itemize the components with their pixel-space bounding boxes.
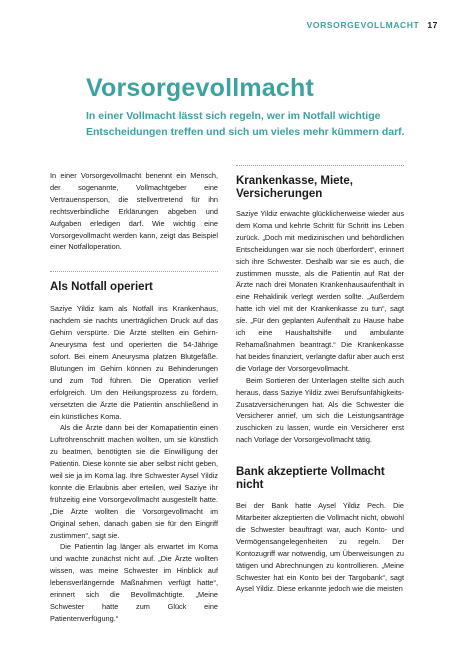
running-head (307, 20, 438, 30)
section-divider (236, 165, 404, 166)
body-paragraph: Als die Ärzte dann bei der Komapatientin einen Luftröhrenschnitt machen wollten, um sie künstlich zu beatmen, benötigten sie die Einwilligung der Patientin. Diese konnte sie aber selbst nicht geben, weil sie ja im Koma lag. Ihre Schwester Aysel Yildiz konnte die Erlaubnis aber erteilen, weil Saziye ihr frühzeitig eine Vorsorgevollmacht ausgestellt hatte. „Die Ärzte wollten die Vorsorgevollmacht im Original sehen, danach gaben sie für den Eingriff zustimmen“, sagt sie. (50, 423, 218, 540)
section-divider (50, 271, 218, 272)
heading-notfall: Als Notfall operiert (50, 281, 153, 294)
left-column (50, 170, 218, 625)
body-paragraph: Bei der Bank hatte Aysel Yildiz Pech. Die Mitarbeiter akzeptierten die Vollmacht nicht, obwohl die Schwester beauftragt war, auch Konto- und Vermögensangelegenheiten zu regeln. Der Kontozugriff war notwendig, um Überweisungen zu tätigen und Abrechnungen zu kontrollieren. „Meine Schwester hat ein Konto bei der Targobank“, sagt Aysel Yildiz. Diese erkannte jedoch wie die meisten (236, 501, 404, 594)
page-number: 17 (427, 20, 438, 30)
right-column (236, 165, 404, 595)
heading-krankenkasse: Krankenkasse, Miete, Versicherungen (236, 175, 353, 200)
heading-bank: Bank akzeptierte Vollmacht nicht (236, 466, 385, 492)
page-subtitle: In einer Vollmacht lässt sich regeln, wer im Notfall wichtige Entscheidungen treffen und sich um vieles mehr kümmern darf. (86, 110, 405, 138)
section-label: VORSORGEVOLLMACHT (306, 20, 420, 30)
body-paragraph: Saziye Yildiz kam als Notfall ins Krankenhaus, nachdem sie nachts unerträglichen Druck auf das Gehirn verspürte. Die Ärzte stellten ein Gehirn-Aneurysma fest und operierten die 54-Jährige sofort. Bei einem Aneurysma platzen Blutgefäße. Blutungen im Gehirn können zu Behinderungen und zum Tod führen. Die Operation verlief erfolgreich. Um den Heilungsprozess zu fördern, versetzten die Ärzte die Patientin anschließend in ein künstliches Koma. (50, 304, 218, 421)
body-paragraph: Die Patientin lag länger als erwartet im Koma und wachte zunächst nicht auf. „Die Ärzte wollten wissen, was meine Schwester im Hinblick auf lebensverlängernde Maßnahmen verfügt hatte“, erinnert sich die Bevollmächtigte. „Meine Schwester hatte zum Glück eine Patientenverfügung.“ (50, 542, 218, 623)
intro-paragraph: In einer Vorsorgevollmacht benennt ein Mensch, der sogenannte, Vollmachtgeber eine Vertrauensperson, die stellvertretend für ihn rechtsverbindliche Erklärungen abgeben und Aufgaben erledigen darf. Wie wichtig eine Vorsorgevollmacht werden kann, zeigt das Beispiel einer Notfalloperation. (50, 171, 218, 252)
page-title: Vorsorgevollmacht (86, 74, 314, 102)
body-paragraph: Saziye Yildiz erwachte glücklicherweise wieder aus dem Koma und kehrte Schritt für Schritt ins Leben zurück. „Doch mit medizinischen und behördlichen Entscheidungen war sie noch überfordert“, erinnert sich ihre Schwester. Deshalb war sie es auch, die zustimmen musste, als die Patientin auf Rat der Ärzte nach drei Monaten Krankenhausaufenthalt in eine Rehaklinik verlegt werden sollte. „Außerdem hatte ich viel mit der Krankenkasse zu tun“, sagt sie. „Für den geplanten Aufenthalt zu Hause habe ich eine Haushaltshilfe und ambulante Rehamaßnahmen beantragt.“ Die Krankenkasse hat beides finanziert, verlangte dafür aber auch erst die Vorlage der Vorsorgevollmacht. (236, 209, 404, 373)
body-paragraph: Beim Sortieren der Unterlagen stellte sich auch heraus, dass Saziye Yildiz zwei Berufsunfähigkeits-Zusatzversicherungen hat. Als die Schwester die Versicherer anrief, um sich die Leistungsanträge zuschicken zu lassen, wurde ein Versicherer erst nach Vorlage der Vorsorgevollmacht tätig. (236, 375, 404, 445)
